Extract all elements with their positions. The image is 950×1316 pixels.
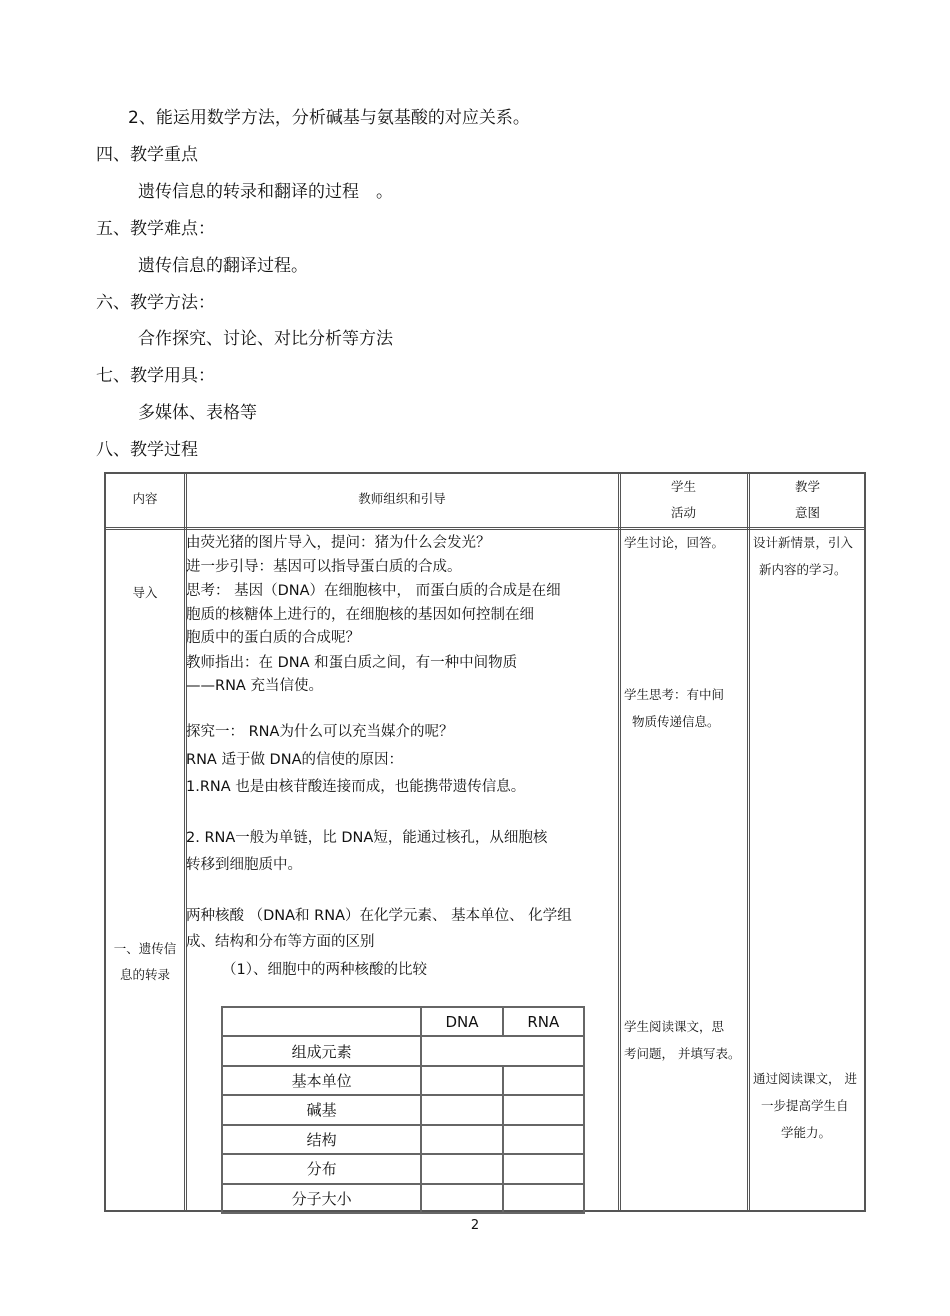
table-row xyxy=(222,1095,584,1124)
header-student-line1: 学生 xyxy=(670,479,696,494)
table-cell xyxy=(421,1184,502,1213)
teaching-intent: 通过阅读课文， 进 xyxy=(753,1071,857,1086)
teacher-line: 胞质中的蛋白质的合成呢？ xyxy=(186,630,360,646)
section-4-title: 四、教学重点 xyxy=(96,145,198,165)
teacher-line: （1）、细胞中的两种核酸的比较 xyxy=(222,962,427,978)
student-activity: 物质传递信息。 xyxy=(632,714,720,729)
teacher-line: 两种核酸 （DNA和 RNA）在化学元素、 基本单位、 化学组 xyxy=(186,908,572,924)
header-student-line2: 活动 xyxy=(670,505,696,520)
row-label: 碱基 xyxy=(222,1095,421,1124)
student-activity: 考问题， 并填写表。 xyxy=(624,1046,741,1061)
table-cell xyxy=(503,1125,584,1154)
table-cell xyxy=(421,1125,502,1154)
header-teacher: 教师组织和引导 xyxy=(358,491,446,506)
table-cell xyxy=(503,1095,584,1124)
teacher-line: 进一步引导：基因可以指导蛋白质的合成。 xyxy=(186,559,462,575)
section-6-title: 六、教学方法： xyxy=(96,293,215,313)
section-7-title: 七、教学用具： xyxy=(96,366,215,386)
table-cell xyxy=(421,1095,502,1124)
table-row xyxy=(222,1007,584,1036)
table-cell xyxy=(503,1184,584,1213)
row-label-transcription-line1: 一、遗传信 xyxy=(113,941,177,956)
teacher-line: 胞质的核糖体上进行的，在细胞核的基因如何控制在细 xyxy=(186,607,534,623)
table-cell xyxy=(503,1066,584,1095)
table-cell xyxy=(503,1154,584,1183)
table-cell xyxy=(421,1154,502,1183)
table-row xyxy=(222,1154,584,1183)
table-cell xyxy=(421,1066,502,1095)
teacher-line: RNA 适于做 DNA的信使的原因： xyxy=(186,752,403,768)
teaching-intent: 一步提高学生自 xyxy=(761,1098,849,1113)
teacher-line: 教师指出：在 DNA 和蛋白质之间，有一种中间物质 xyxy=(186,655,518,671)
teaching-intent: 学能力。 xyxy=(781,1125,832,1140)
teacher-line: 1.RNA 也是由核苷酸连接而成，也能携带遗传信息。 xyxy=(186,779,526,795)
section-6-text: 合作探究、讨论、对比分析等方法 xyxy=(138,329,393,349)
teacher-line: 探究一： RNA为什么可以充当媒介的呢？ xyxy=(186,724,454,740)
table-row xyxy=(222,1125,584,1154)
teacher-line: 由荧光猪的图片导入，提问：猪为什么会发光？ xyxy=(186,535,491,551)
column-header-rna: RNA xyxy=(503,1007,584,1036)
header-intent-line2: 意图 xyxy=(794,505,820,520)
teacher-line: 思考： 基因（DNA）在细胞核中， 而蛋白质的合成是在细 xyxy=(186,583,561,599)
student-activity: 学生阅读课文，思 xyxy=(624,1019,725,1034)
teaching-intent: 设计新情景，引入 xyxy=(753,535,854,550)
page-number: 2 xyxy=(470,1218,480,1233)
table-row xyxy=(222,1036,584,1065)
student-activity: 学生思考：有中间 xyxy=(624,687,725,702)
row-label: 结构 xyxy=(222,1125,421,1154)
section-5-text: 遗传信息的翻译过程。 xyxy=(138,256,308,276)
nucleic-acid-comparison-table xyxy=(221,1006,585,1214)
section-7-text: 多媒体、表格等 xyxy=(138,403,257,423)
header-divider xyxy=(106,527,864,530)
teacher-line: ——RNA 充当信使。 xyxy=(186,678,323,694)
column-divider xyxy=(747,474,750,1210)
section-5-title: 五、教学难点： xyxy=(96,219,215,239)
table-cell xyxy=(222,1007,421,1036)
row-label: 分子大小 xyxy=(222,1184,421,1213)
row-label: 分布 xyxy=(222,1154,421,1183)
row-label: 基本单位 xyxy=(222,1066,421,1095)
header-intent-line1: 教学 xyxy=(794,479,820,494)
table-cell xyxy=(421,1036,584,1065)
header-content: 内容 xyxy=(132,491,158,506)
teacher-line: 2. RNA一般为单链，比 DNA短，能通过核孔，从细胞核 xyxy=(186,830,548,846)
objective-2: 2、能运用数学方法，分析碱基与氨基酸的对应关系。 xyxy=(128,108,530,128)
column-header-dna: DNA xyxy=(421,1007,502,1036)
student-activity: 学生讨论，回答。 xyxy=(624,535,725,550)
section-8-title: 八、教学过程 xyxy=(96,440,198,460)
column-divider xyxy=(618,474,621,1210)
row-label-intro: 导入 xyxy=(132,585,158,600)
teacher-line: 成、结构和分布等方面的区别 xyxy=(186,934,375,950)
row-label-transcription-line2: 息的转录 xyxy=(119,967,170,982)
row-label: 组成元素 xyxy=(222,1036,421,1065)
teacher-line: 转移到细胞质中。 xyxy=(186,857,302,873)
section-4-text: 遗传信息的转录和翻译的过程 。 xyxy=(138,182,393,202)
table-row xyxy=(222,1184,584,1213)
table-row xyxy=(222,1066,584,1095)
teaching-process-table xyxy=(104,472,866,1212)
teaching-intent: 新内容的学习。 xyxy=(759,562,847,577)
